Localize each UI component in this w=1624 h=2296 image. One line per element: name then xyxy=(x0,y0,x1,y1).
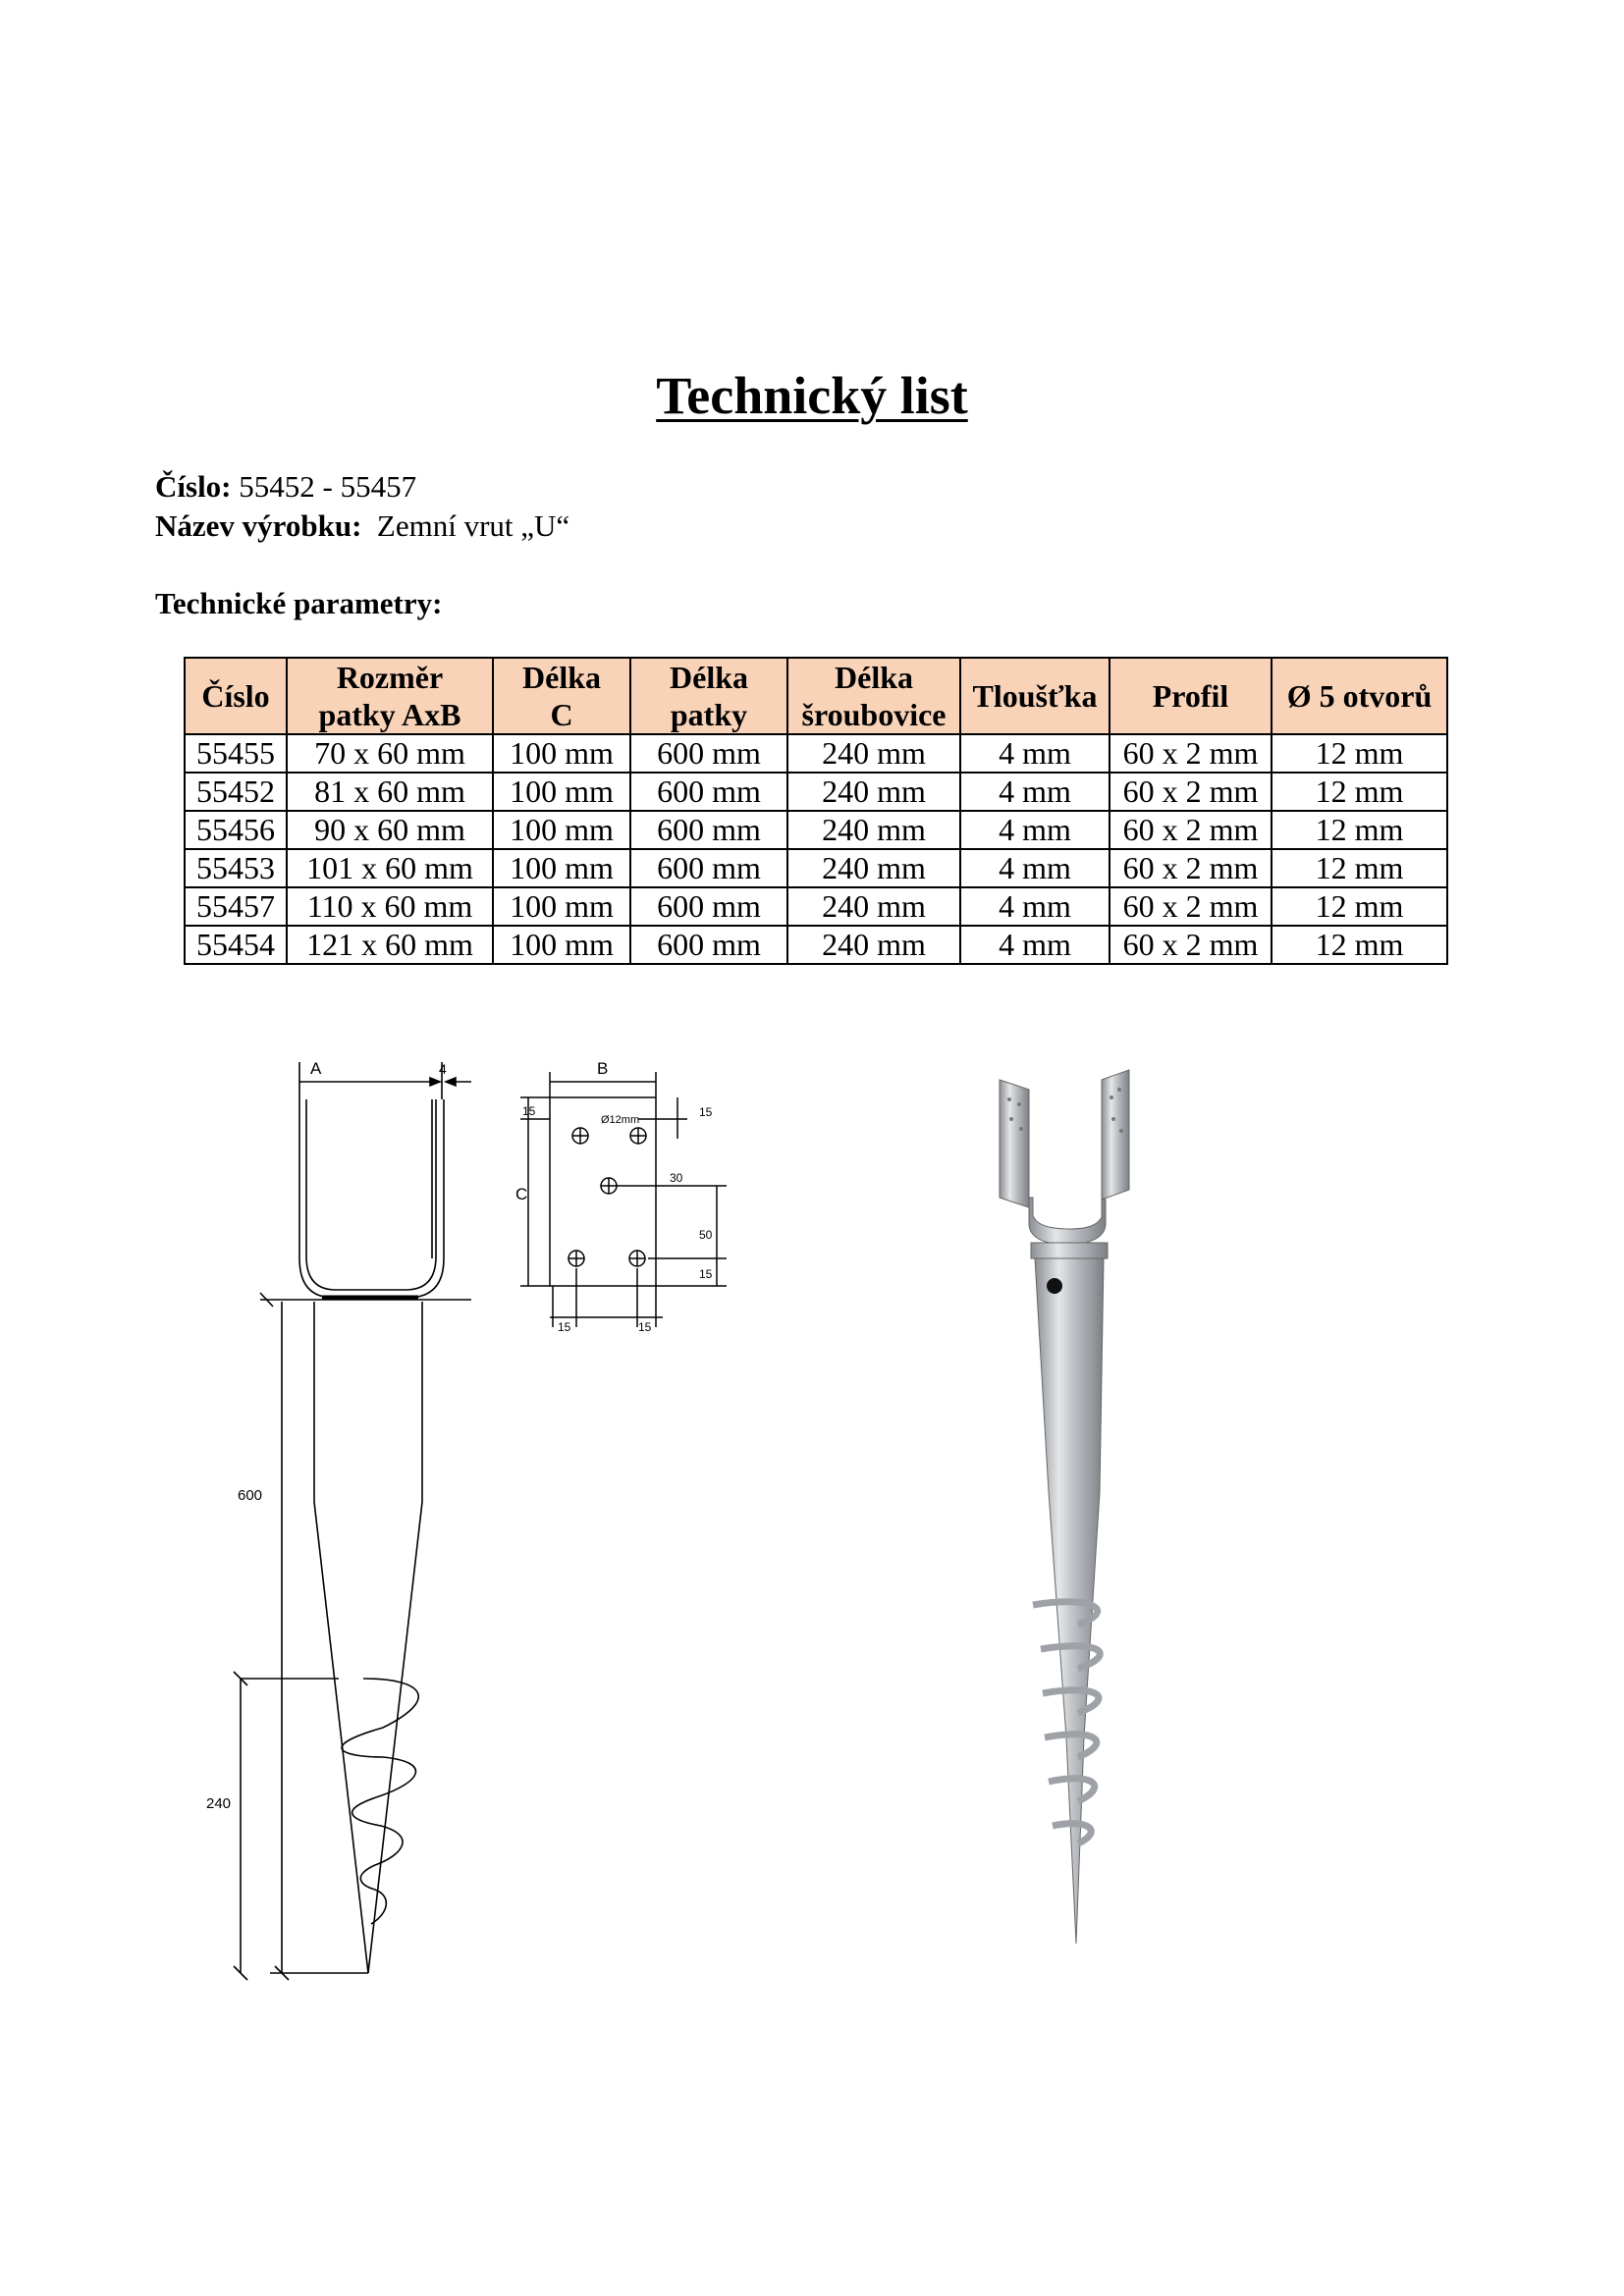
table-cell: 12 mm xyxy=(1272,811,1447,849)
table-cell: 600 mm xyxy=(630,734,787,773)
header-rozmer: Rozměr patky AxB xyxy=(287,658,493,734)
table-cell: 600 mm xyxy=(630,849,787,887)
table-cell: 4 mm xyxy=(960,773,1110,811)
plate-dim-50: 50 xyxy=(699,1228,713,1242)
product-number-label: Číslo: xyxy=(155,469,232,504)
plate-dim-15-tl: 15 xyxy=(522,1104,536,1118)
header-tloustka: Tloušťka xyxy=(960,658,1110,734)
table-row xyxy=(185,734,1447,773)
table-cell: 60 x 2 mm xyxy=(1110,887,1272,926)
plate-dim-15-br: 15 xyxy=(638,1320,652,1334)
table-cell: 600 mm xyxy=(630,926,787,964)
plate-dim-15-r: 15 xyxy=(699,1267,713,1281)
table-header-row xyxy=(185,658,1447,734)
product-number-line xyxy=(155,469,416,505)
table-cell: 100 mm xyxy=(493,887,630,926)
table-row xyxy=(185,849,1447,887)
plate-hole-diameter: Ø12mm xyxy=(601,1114,640,1126)
table-cell: 240 mm xyxy=(787,734,960,773)
product-name-label: Název výrobku: xyxy=(155,508,362,543)
header-delka-c: Délka C xyxy=(493,658,630,734)
table-cell: 240 mm xyxy=(787,926,960,964)
plate-dim-15-bl: 15 xyxy=(558,1320,571,1334)
plate-drawing xyxy=(491,1050,746,1345)
table-cell: 55454 xyxy=(185,926,287,964)
table-cell: 100 mm xyxy=(493,773,630,811)
table-cell: 600 mm xyxy=(630,887,787,926)
table-cell: 4 mm xyxy=(960,887,1110,926)
table-cell: 55452 xyxy=(185,773,287,811)
table-cell: 100 mm xyxy=(493,811,630,849)
table-cell: 81 x 60 mm xyxy=(287,773,493,811)
header-profil: Profil xyxy=(1110,658,1272,734)
table-cell: 60 x 2 mm xyxy=(1110,734,1272,773)
screw-drawing xyxy=(187,1050,481,1993)
product-number-value: 55452 - 55457 xyxy=(239,469,417,504)
table-cell: 600 mm xyxy=(630,811,787,849)
table-cell: 60 x 2 mm xyxy=(1110,849,1272,887)
table-cell: 55455 xyxy=(185,734,287,773)
shaft-hole xyxy=(1047,1278,1062,1294)
table-cell: 110 x 60 mm xyxy=(287,887,493,926)
table-cell: 4 mm xyxy=(960,734,1110,773)
header-otvoru: Ø 5 otvorů xyxy=(1272,658,1447,734)
header-delka-sroubovice: Délka šroubovice xyxy=(787,658,960,734)
table-row xyxy=(185,926,1447,964)
table-cell: 4 mm xyxy=(960,849,1110,887)
plate-c-label: C xyxy=(515,1185,528,1203)
table-row xyxy=(185,773,1447,811)
table-cell: 55457 xyxy=(185,887,287,926)
table-cell: 60 x 2 mm xyxy=(1110,811,1272,849)
table-row xyxy=(185,811,1447,849)
dimension-240-label: 240 xyxy=(206,1795,232,1812)
page-title-text: Technický list xyxy=(656,366,968,425)
header-delka-patky: Délka patky xyxy=(630,658,787,734)
table-cell: 60 x 2 mm xyxy=(1110,773,1272,811)
table-cell: 12 mm xyxy=(1272,773,1447,811)
table-cell: 240 mm xyxy=(787,849,960,887)
product-name-value: Zemní vrut „U“ xyxy=(376,508,570,543)
table-cell: 12 mm xyxy=(1272,849,1447,887)
page-title xyxy=(0,365,1624,426)
table-cell: 100 mm xyxy=(493,849,630,887)
table-cell: 4 mm xyxy=(960,926,1110,964)
table-cell: 4 mm xyxy=(960,811,1110,849)
dimension-600-label: 600 xyxy=(238,1487,263,1504)
table-cell: 70 x 60 mm xyxy=(287,734,493,773)
table-cell: 12 mm xyxy=(1272,734,1447,773)
table-cell: 55453 xyxy=(185,849,287,887)
table-cell: 12 mm xyxy=(1272,926,1447,964)
plate-b-label: B xyxy=(597,1059,609,1078)
table-cell: 100 mm xyxy=(493,926,630,964)
table-cell: 240 mm xyxy=(787,773,960,811)
table-cell: 121 x 60 mm xyxy=(287,926,493,964)
table-cell: 101 x 60 mm xyxy=(287,849,493,887)
product-name-line xyxy=(155,508,569,544)
parameters-table xyxy=(184,657,1448,965)
table-row xyxy=(185,887,1447,926)
params-heading: Technické parametry: xyxy=(155,586,443,620)
table-cell: 240 mm xyxy=(787,887,960,926)
screw-photo xyxy=(972,1060,1188,1953)
table-cell: 60 x 2 mm xyxy=(1110,926,1272,964)
table-cell: 600 mm xyxy=(630,773,787,811)
dimension-a-label: A xyxy=(310,1059,322,1078)
table-cell: 90 x 60 mm xyxy=(287,811,493,849)
table-cell: 55456 xyxy=(185,811,287,849)
table-cell: 12 mm xyxy=(1272,887,1447,926)
header-cislo: Číslo xyxy=(185,658,287,734)
plate-dim-15-tr: 15 xyxy=(699,1105,713,1119)
plate-dim-30: 30 xyxy=(670,1171,683,1185)
table-cell: 240 mm xyxy=(787,811,960,849)
dimension-thickness-label: 4 xyxy=(439,1061,447,1077)
table-cell: 100 mm xyxy=(493,734,630,773)
